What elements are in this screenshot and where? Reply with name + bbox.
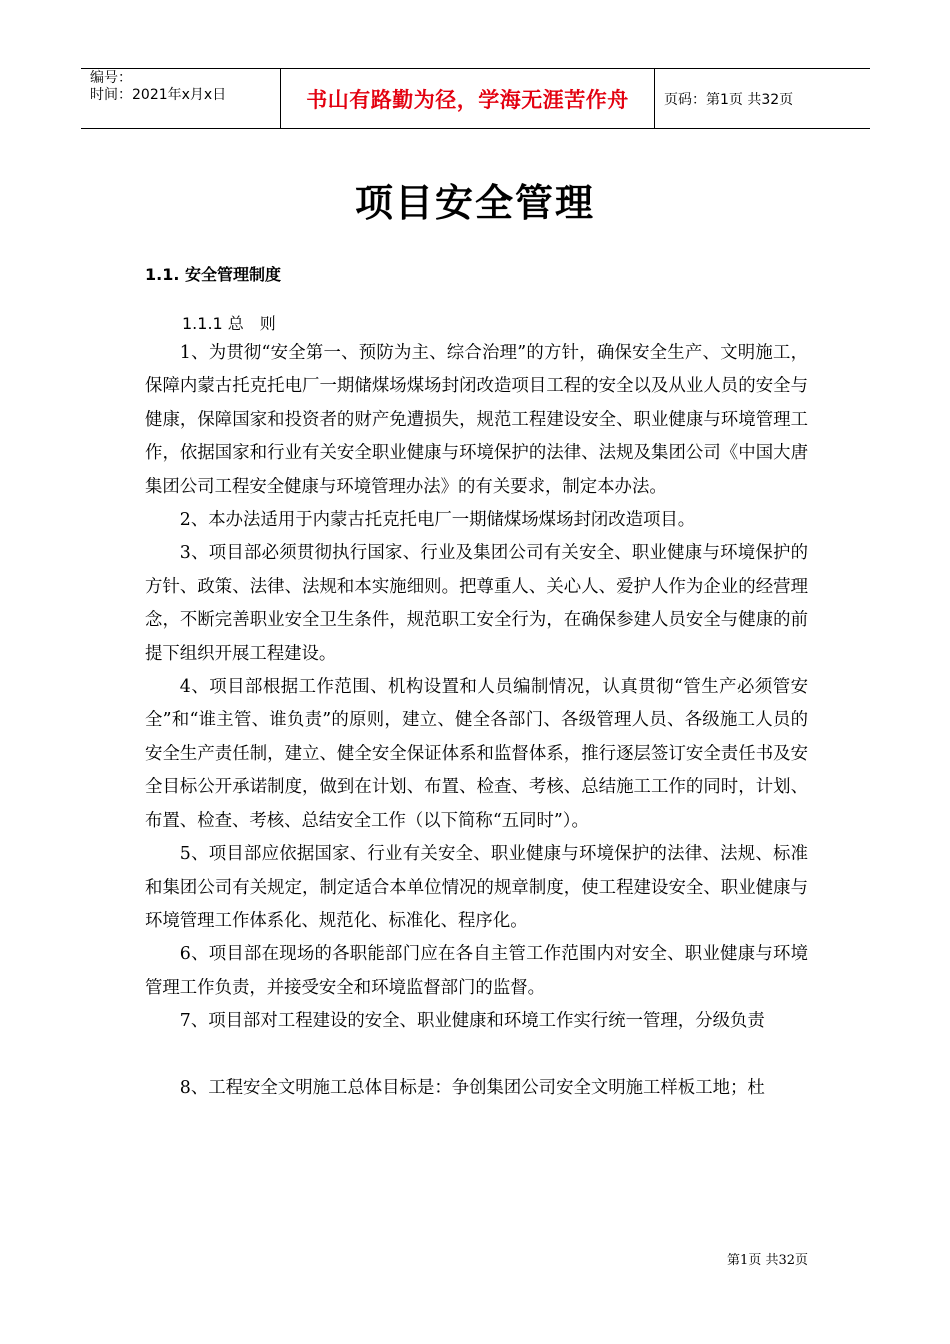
paragraph: 4、项目部根据工作范围、机构设置和人员编制情况，认真贯彻“管生产必须管安全”和“谁主管、谁负责”的原则，建立、健全各部门、各级管理人员、各级施工人员的安全生产责任制，建立、健全安全保证体系和监督体系，推行逐层签订安全责任书及安全目标公开承诺制度，做到在计划、布置、检查、考核、总结施工工作的同时，计划、布置、检查、考核、总结安全工作（以下简称“五同时”）。	[145, 677, 808, 831]
time-label: 时间：2021年x月x日	[90, 87, 227, 103]
number-label: 编号：	[90, 70, 132, 86]
subsection-heading: 1.1.1 总 则	[182, 314, 276, 333]
document-title: 项目安全管理	[354, 181, 595, 225]
paragraph: 8、工程安全文明施工总体目标是：争创集团公司安全文明施工样板工地；杜	[179, 1077, 765, 1098]
paragraph: 7、项目部对工程建设的安全、职业健康和环境工作实行统一管理，分级负责	[179, 1011, 765, 1032]
page-footer: 第1页 共32页	[727, 1253, 808, 1268]
header-motto: 书山有路勤为径，学海无涯苦作舟	[281, 69, 655, 128]
paragraph: 5、项目部应依据国家、行业有关安全、职业健康与环境保护的法律、法规、标准和集团公司有关规定，制定适合本单位情况的规章制度，使工程建设安全、职业健康与环境管理工作体系化、规范化、标准化、程序化。	[145, 844, 808, 931]
header-meta	[81, 69, 281, 128]
header-table	[81, 68, 870, 129]
section-heading: 1.1. 安全管理制度	[145, 265, 281, 284]
paragraph: 2、本办法适用于内蒙古托克托电厂一期储煤场煤场封闭改造项目。	[179, 510, 696, 531]
paragraph: 6、项目部在现场的各职能部门应在各自主管工作范围内对安全、职业健康与环境管理工作负责，并接受安全和环境监督部门的监督。	[145, 944, 808, 998]
paragraph: 3、项目部必须贯彻执行国家、行业及集团公司有关安全、职业健康与环境保护的方针、政策、法律、法规和本实施细则。把尊重人、关心人、爱护人作为企业的经营理念，不断完善职业安全卫生条件，规范职工安全行为，在确保参建人员安全与健康的前提下组织开展工程建设。	[145, 543, 808, 664]
header-page-label: 页码：第1页 共32页	[664, 91, 794, 108]
body-text	[145, 337, 808, 1105]
paragraph: 1、为贯彻“安全第一、预防为主、综合治理”的方针，确保安全生产、文明施工，保障内蒙古托克托电厂一期储煤场煤场封闭改造项目工程的安全以及从业人员的安全与健康，保障国家和投资者的财产免遭损失，规范工程建设安全、职业健康与环境管理工作，依据国家和行业有关安全职业健康与环境保护的法律、法规及集团公司《中国大唐集团公司工程安全健康与环境管理办法》的有关要求，制定本办法。	[145, 343, 808, 497]
